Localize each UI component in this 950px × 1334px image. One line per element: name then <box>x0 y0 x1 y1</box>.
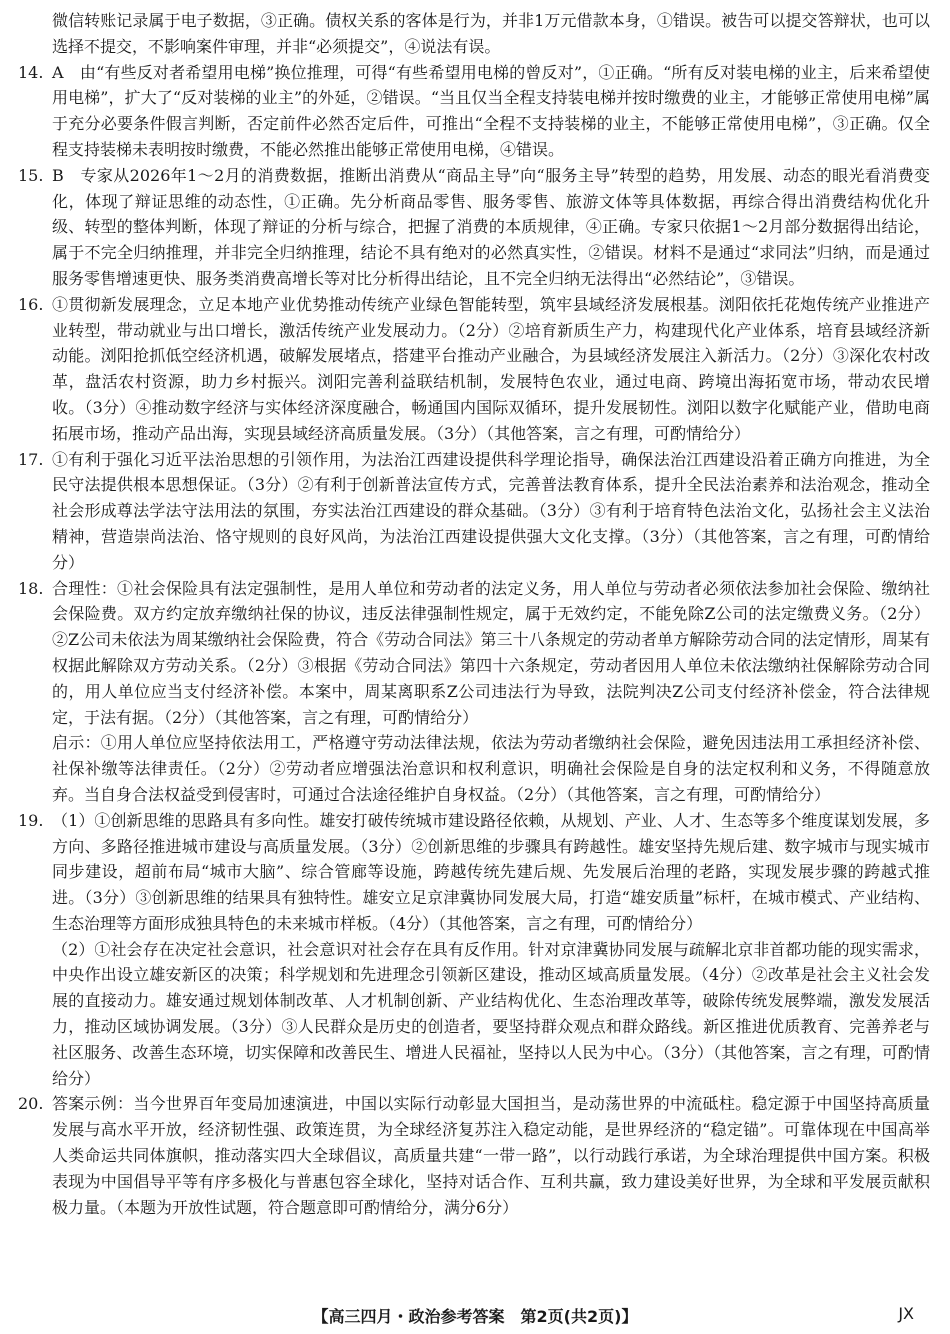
answer-text: （1）①创新思维的思路具有多向性。雄安打破传统城市建设路径依赖，从规划、产业、人才、生态等多个维度谋划发展，多方向、多路径推进城市建设与高质量发展。（3分）②创新思维的步骤具有跨越性。雄安坚持先规后建、数字城市与现实城市同步建设，超前布局“城市大脑”、综合管廊等设施，跨越传统先建后规、先发展后治理的老路，实现发展步骤的跨越式推进。（3分）③创新思维的结果具有独特性。雄安立足京津冀协同发展大局，打造“雄安质量”标杆，在城市模式、产业结构、生态治理等方面形成独具特色的未来城市样板。（4分）（其他答案，言之有理，可酌情给分） <box>52 810 930 933</box>
answer-item <box>18 937 930 1092</box>
answer-text: ①贯彻新发展理念，立足本地产业优势推动传统产业绿色智能转型，筑牢县域经济发展根基。浏阳依托花炮传统产业推进产业转型，带动就业与出口增长，激活传统产业发展动力。（2分）②培育新质生产力，构建现代化产业体系，培育县域经济新动能。浏阳抢抓低空经济机遇，破解发展堵点，搭建平台推动产业融合，为县域经济发展注入新活力。（2分）③深化农村改革，盘活农村资源，助力乡村振兴。浏阳完善利益联结机制，发展特色农业，通过电商、跨境出海拓宽市场，带动农民增收。（3分）④推动数字经济与实体经济深度融合，畅通国内国际双循环，提升发展韧性。浏阳以数字化赋能产业，借助电商拓展市场，推动产品出海，实现县域经济高质量发展。（3分）（其他答案，言之有理，可酌情给分） <box>52 294 930 443</box>
answer-text: A 由“有些反对者希望用电梯”换位推理，可得“有些希望用电梯的曾反对”，①正确。“所有反对装电梯的业主，后来希望使用电梯”，扩大了“反对装梯的业主”的外延，②错误。“当且仅当全程支持装电梯并按时缴费的业主，才能够正常使用电梯”属于充分必要条件假言判断，否定前件必然否定后件，可推出“全程不支持装梯的业主，不能够正常使用电梯”，③正确。仅全程支持装梯未表明按时缴费，不能必然推出能够正常使用电梯，④错误。 <box>52 62 930 159</box>
answer-number: 19. <box>18 810 44 830</box>
answer-item <box>18 60 930 163</box>
answer-text: （2）①社会存在决定社会意识，社会意识对社会存在具有反作用。针对京津冀协同发展与疏解北京非首都功能的现实需求，中央作出设立雄安新区的决策；科学规划和先进理念引领新区建设，推动区域高质量发展。（4分）②改革是社会主义社会发展的直接动力。雄安通过规划体制改革、人才机制创新、产业结构优化、生态治理改革等，破除传统发展弊端，激发发展活力，推动区域协调发展。（3分）③人民群众是历史的创造者，要坚持群众观点和群众路线。新区推进优质教育、完善养老与社区服务、改善生态环境，切实保障和改善民生、增进人民福祉，坚持以人民为中心。（3分）（其他答案，言之有理，可酌情给分） <box>52 939 930 1088</box>
answer-text: 答案示例：当今世界百年变局加速演进，中国以实际行动彰显大国担当，是动荡世界的中流砥柱。稳定源于中国坚持高质量发展与高水平开放，经济韧性强、政策连贯，为全球经济复苏注入稳定动能，是世界经济的“稳定锚”。可靠体现在中国高举人类命运共同体旗帜，推动落实四大全球倡议，高质量共建“一带一路”，以行动践行承诺，为全球治理提供中国方案。积极表现为中国倡导平等有序多极化与普惠包容全球化，坚持对话合作、互利共赢，致力建设美好世界，为全球和平发展贡献积极力量。（本题为开放性试题，符合题意即可酌情给分，满分6分） <box>52 1094 930 1217</box>
answer-number: 17. <box>18 449 44 469</box>
page-footer: 【高三四月・政治参考答案 第2页(共2页)】 <box>312 1307 638 1326</box>
intro-paragraph: 微信转账记录属于电子数据，③正确。债权关系的客体是行为，并非1万元借款本身，①错误。被告可以提交答辩状，也可以选择不提交，不影响案件审理，并非“必须提交”，④说法有误。 <box>52 11 930 56</box>
answer-text: 启示：①用人单位应坚持依法用工，严格遵守劳动法律法规，依法为劳动者缴纳社会保险，避免因违法用工承担经济补偿、社保补缴等法律责任。（2分）②劳动者应增强法治意识和权利意识，明确社会保险是自身的法定权利和义务，不得随意放弃。当自身合法权益受到侵害时，可通过合法途径维护自身权益。（2分）（其他答案，言之有理，可酌情给分） <box>52 733 930 804</box>
answer-text: B 专家从2026年1～2月的消费数据，推断出消费从“商品主导”向“服务主导”转型的趋势，用发展、动态的眼光看消费变化，体现了辩证思维的动态性，①正确。先分析商品零售、服务零售、旅游文体等具体数据，再综合得出消费结构优化升级、转型的整体判断，体现了辩证的分析与综合，把握了消费的本质规律，④正确。专家只依据1～2月部分数据得出结论，属于不完全归纳推理，并非完全归纳推理，结论不具有绝对的必然真实性，②错误。材料不是通过“求同法”归纳，而是通过服务零售增速更快、服务类消费高增长等对比分析得出结论，且不完全归纳无法得出“必然结论”，③错误。 <box>52 165 930 288</box>
answer-item <box>18 447 930 576</box>
answer-number: 16. <box>18 294 44 314</box>
answer-text: 合理性：①社会保险具有法定强制性，是用人单位和劳动者的法定义务，用人单位与劳动者必须依法参加社会保险、缴纳社会保险费。双方约定放弃缴纳社保的协议，违反法律强制性规定，属于无效约定，不能免除Z公司的法定缴费义务。（2分）②Z公司未依法为周某缴纳社会保险费，符合《劳动合同法》第三十八条规定的劳动者单方解除劳动合同的法定情形，周某有权据此解除双方劳动关系。（2分）③根据《劳动合同法》第四十六条规定，劳动者因用人单位未依法缴纳社保解除劳动合同的，用人单位应当支付经济补偿。本案中，周某离职系Z公司违法行为导致，法院判决Z公司支付经济补偿金，符合法律规定，于法有据。（2分）（其他答案，言之有理，可酌情给分） <box>52 578 930 727</box>
answer-text: ①有利于强化习近平法治思想的引领作用，为法治江西建设提供科学理论指导，确保法治江西建设沿着正确方向推进，为全民守法提供根本思想保证。（3分）②有利于创新普法宣传方式，完善普法教育体系，提升全民法治素养和法治观念，推动全社会形成尊法学法守法用法的氛围，夯实法治江西建设的群众基础。（3分）③有利于培育特色法治文化，弘扬社会主义法治精神，营造崇尚法治、恪守规则的良好风尚，为法治江西建设提供强大文化支撑。（3分）（其他答案，言之有理，可酌情给分） <box>52 449 930 572</box>
answer-item <box>18 292 930 447</box>
answer-number: 14. <box>18 62 44 82</box>
answer-page <box>18 8 930 1304</box>
answer-number: 18. <box>18 578 44 598</box>
answer-item <box>18 163 930 292</box>
answer-list <box>18 60 930 1221</box>
answer-number: 20. <box>18 1094 44 1114</box>
answer-item <box>18 1091 930 1220</box>
footer-code: JX <box>898 1304 914 1323</box>
answer-item <box>18 730 930 807</box>
answer-item <box>18 808 930 937</box>
answer-item <box>18 576 930 731</box>
answer-number: 15. <box>18 165 44 185</box>
